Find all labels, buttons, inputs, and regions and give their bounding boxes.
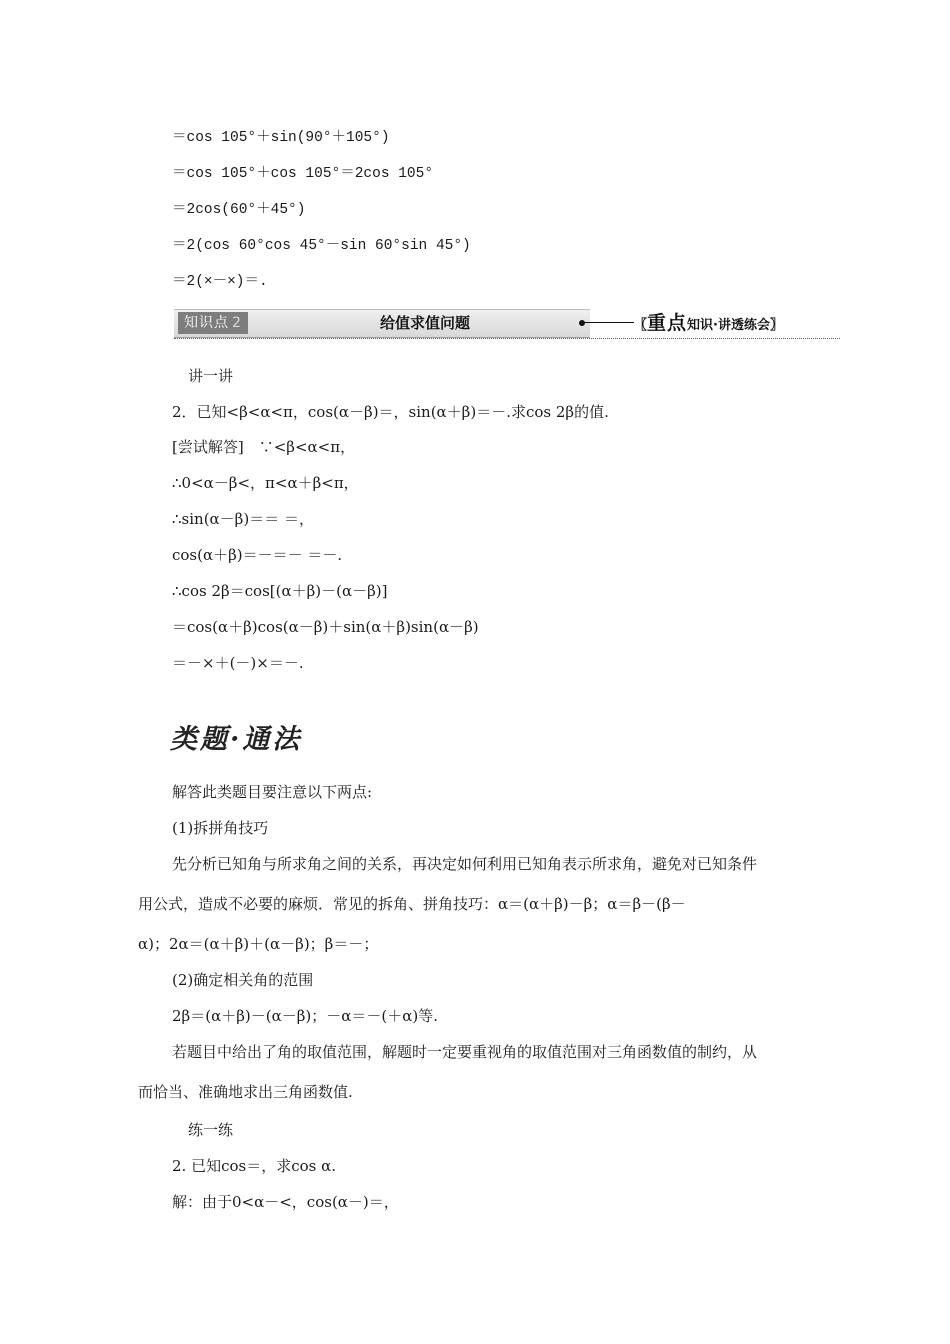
example-line-2: [尝试解答] ∵<β<α<π，	[172, 438, 356, 456]
badge-emphasis: 重点	[647, 312, 688, 334]
example-line-6: ∴cos 2β＝cos[(α＋β)－(α－β)]	[172, 582, 388, 600]
derivation-line-3: ＝2cos(60°＋45°)	[172, 202, 306, 218]
practice-line-1: 2. 已知cos＝，求cos α.	[172, 1157, 337, 1175]
method-point-1-line-2: 用公式，造成不必要的麻烦．常见的拆角、拼角技巧：α＝(α＋β)－β；α＝β－(β－	[138, 895, 686, 913]
method-point-1-line-3: α)；2α＝(α＋β)＋(α－β)；β＝－；	[138, 935, 379, 953]
key-point-badge	[634, 311, 783, 338]
knowledge-point-tag	[178, 312, 248, 334]
connector-line	[584, 322, 634, 323]
method-point-1-line-1: 先分析已知角与所求角之间的关系，再决定如何利用已知角表示所求角，避免对已知条件	[172, 855, 758, 873]
tag-number: 2	[232, 315, 242, 331]
method-point-3-line-2: 而恰当、准确地求出三角函数值.	[138, 1083, 353, 1101]
badge-rest: 知识·讲透练会〗	[687, 318, 783, 333]
method-point-2-line-1: 2β＝(α＋β)－(α－β)；－α＝－(＋α)等.	[172, 1007, 438, 1025]
example-line-3: ∴0<α－β<，π<α＋β<π，	[172, 474, 359, 492]
example-line-5: cos(α＋β)＝－＝－ ＝－.	[172, 546, 343, 564]
tag-label: 知识点	[184, 315, 229, 331]
method-intro: 解答此类题目要注意以下两点:	[172, 783, 373, 801]
method-point-2-title: (2)确定相关角的范围	[172, 971, 314, 989]
derivation-line-5: ＝2(×－×)＝.	[172, 274, 268, 290]
example-line-1: 2．已知<β<α<π，cos(α－β)＝，sin(α＋β)＝－.求cos 2β的值.	[172, 403, 609, 421]
example-line-4: ∴sin(α－β)＝＝ ＝，	[172, 510, 314, 528]
bullet-dot-icon	[579, 320, 585, 326]
derivation-line-1: ＝cos 105°＋sin(90°＋105°)	[172, 130, 390, 146]
section-label-explain: 讲一讲	[188, 367, 234, 385]
method-point-3-line-1: 若题目中给出了角的取值范围，解题时一定要重视角的取值范围对三角函数值的制约，从	[172, 1043, 758, 1061]
section-label-practice: 练一练	[188, 1121, 234, 1139]
derivation-line-2: ＝cos 105°＋cos 105°＝2cos 105°	[172, 166, 434, 182]
method-point-1-title: (1)拆拼角技巧	[172, 819, 269, 837]
badge-prefix: 〖	[634, 318, 648, 333]
derivation-line-4: ＝2(cos 60°cos 45°－sin 60°sin 45°)	[172, 238, 471, 254]
example-line-8: ＝－×＋(－)×＝－.	[172, 654, 304, 672]
dotted-divider	[174, 338, 840, 339]
practice-line-2: 解：由于0<α－<，cos(α－)＝，	[172, 1193, 399, 1211]
example-line-7: ＝cos(α＋β)cos(α－β)＋sin(α＋β)sin(α－β)	[172, 618, 479, 636]
banner-title: 给值求值问题	[380, 314, 471, 332]
section-heading: 类题·通法	[170, 724, 303, 755]
knowledge-point-banner	[174, 309, 840, 339]
